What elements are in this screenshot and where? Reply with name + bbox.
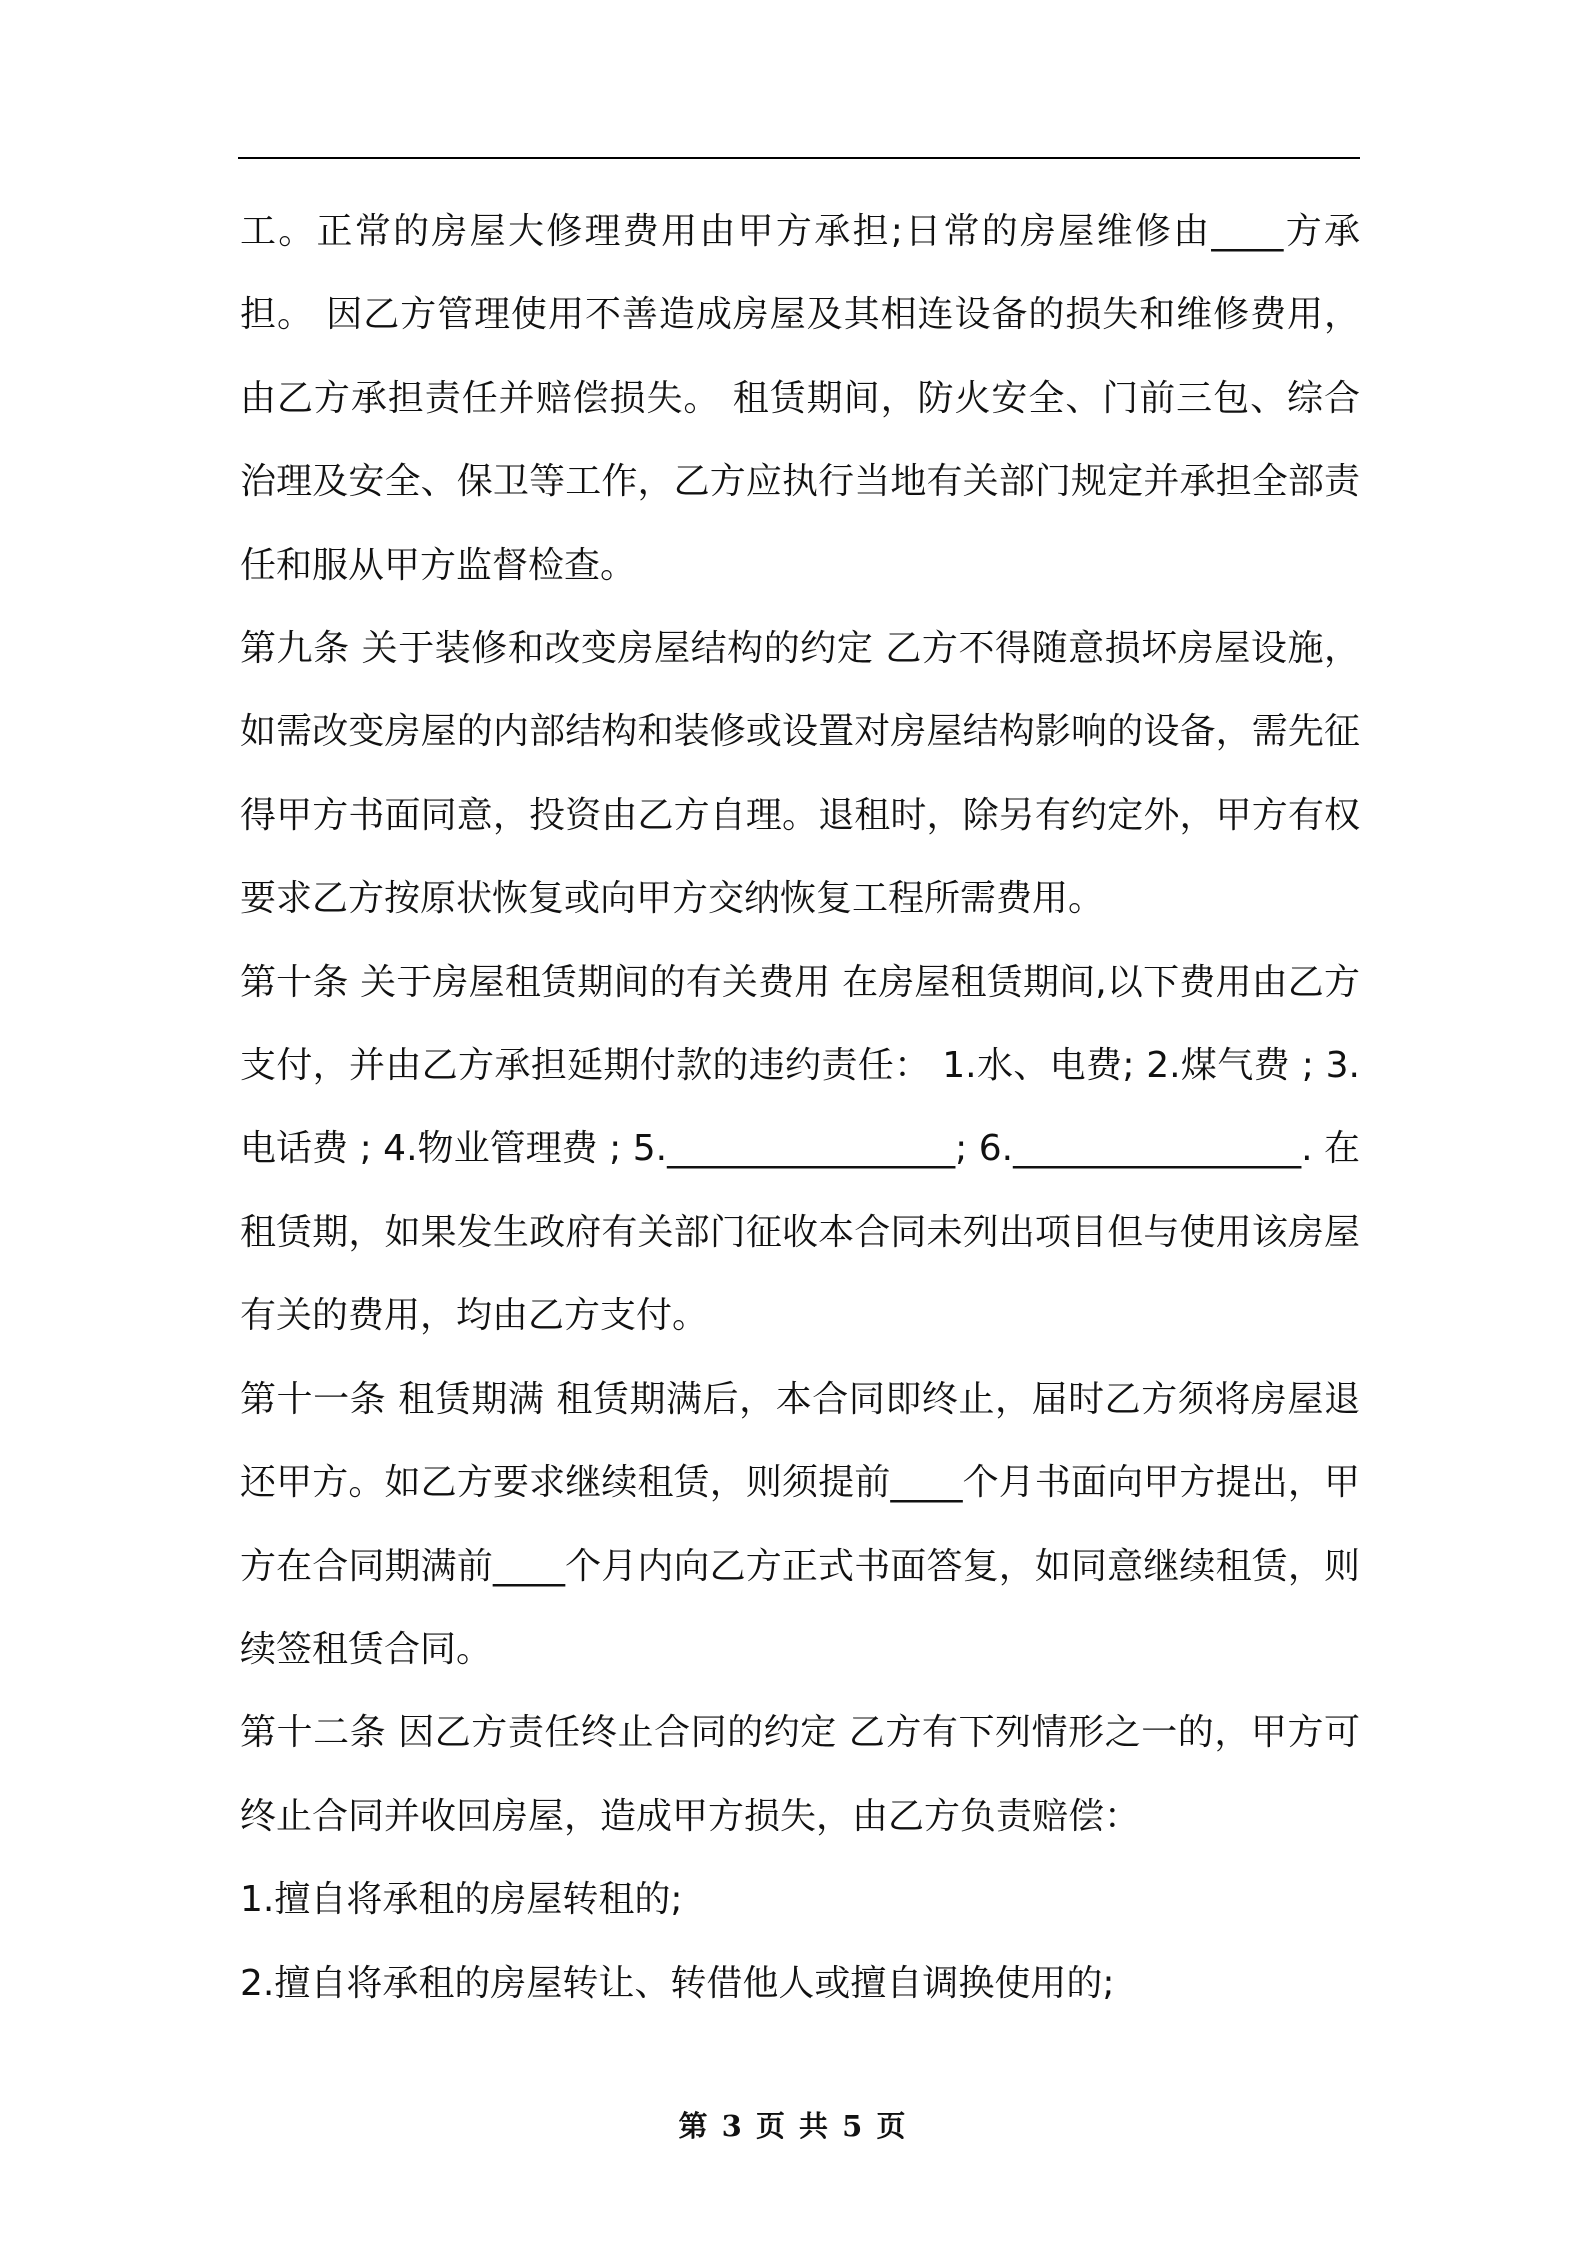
list-item: 1.擅自将承租的房屋转租的; bbox=[240, 1879, 683, 1921]
footer-middle: 页 共 bbox=[755, 2109, 831, 2143]
footer-suffix: 页 bbox=[876, 2109, 908, 2143]
footer-current-page: 3 bbox=[721, 2109, 744, 2143]
paragraph-repairs: 工。正常的房屋大修理费用由甲方承担;日常的房屋维修由____方承担。 因乙方管理使用不善造成房屋及其相连设备的损失和维修费用，由乙方承担责任并赔偿损失。 租赁期间，防火安全、门前三包、综合治理及安全、保卫等工作，乙方应执行当地有关部门规定并承担全部责任和服从甲方监督检查。 bbox=[240, 211, 1360, 586]
paragraph-article-11: 第十一条 租赁期满 租赁期满后，本合同即终止，届时乙方须将房屋退还甲方。如乙方要求继续租赁，则须提前____个月书面向甲方提出，甲方在合同期满前____个月内向乙方正式书面答复，如同意继续租赁，则续签租赁合同。 bbox=[240, 1378, 1360, 1670]
paragraph-article-9: 第九条 关于装修和改变房屋结构的约定 乙方不得随意损坏房屋设施，如需改变房屋的内部结构和装修或设置对房屋结构影响的设备，需先征得甲方书面同意，投资由乙方自理。退租时，除另有约定外，甲方有权要求乙方按原状恢复或向甲方交纳恢复工程所需费用。 bbox=[240, 628, 1360, 920]
list-item: 2.擅自将承租的房屋转让、转借他人或擅自调换使用的; bbox=[240, 1962, 1115, 2004]
paragraph-article-12: 第十二条 因乙方责任终止合同的约定 乙方有下列情形之一的，甲方可终止合同并收回房屋，造成甲方损失，由乙方负责赔偿： bbox=[240, 1712, 1360, 1837]
footer-total-pages: 5 bbox=[842, 2109, 865, 2143]
paragraph-article-10: 第十条 关于房屋租赁期间的有关费用 在房屋租赁期间,以下费用由乙方支付，并由乙方承担延期付款的违约责任： 1.水、电费; 2.煤气费 ; 3.电话费 ; 4.物业管理费 ; 5.________________; 6.________________. 在租赁期，如果发生政府有关部门征收本合同未列出项目但与使用该房屋有关的费用，均由乙方支付。 bbox=[240, 961, 1360, 1337]
footer-prefix: 第 bbox=[678, 2109, 710, 2143]
page-footer bbox=[0, 2104, 1586, 2145]
header-rule bbox=[238, 157, 1360, 159]
document-body bbox=[240, 190, 1360, 2025]
